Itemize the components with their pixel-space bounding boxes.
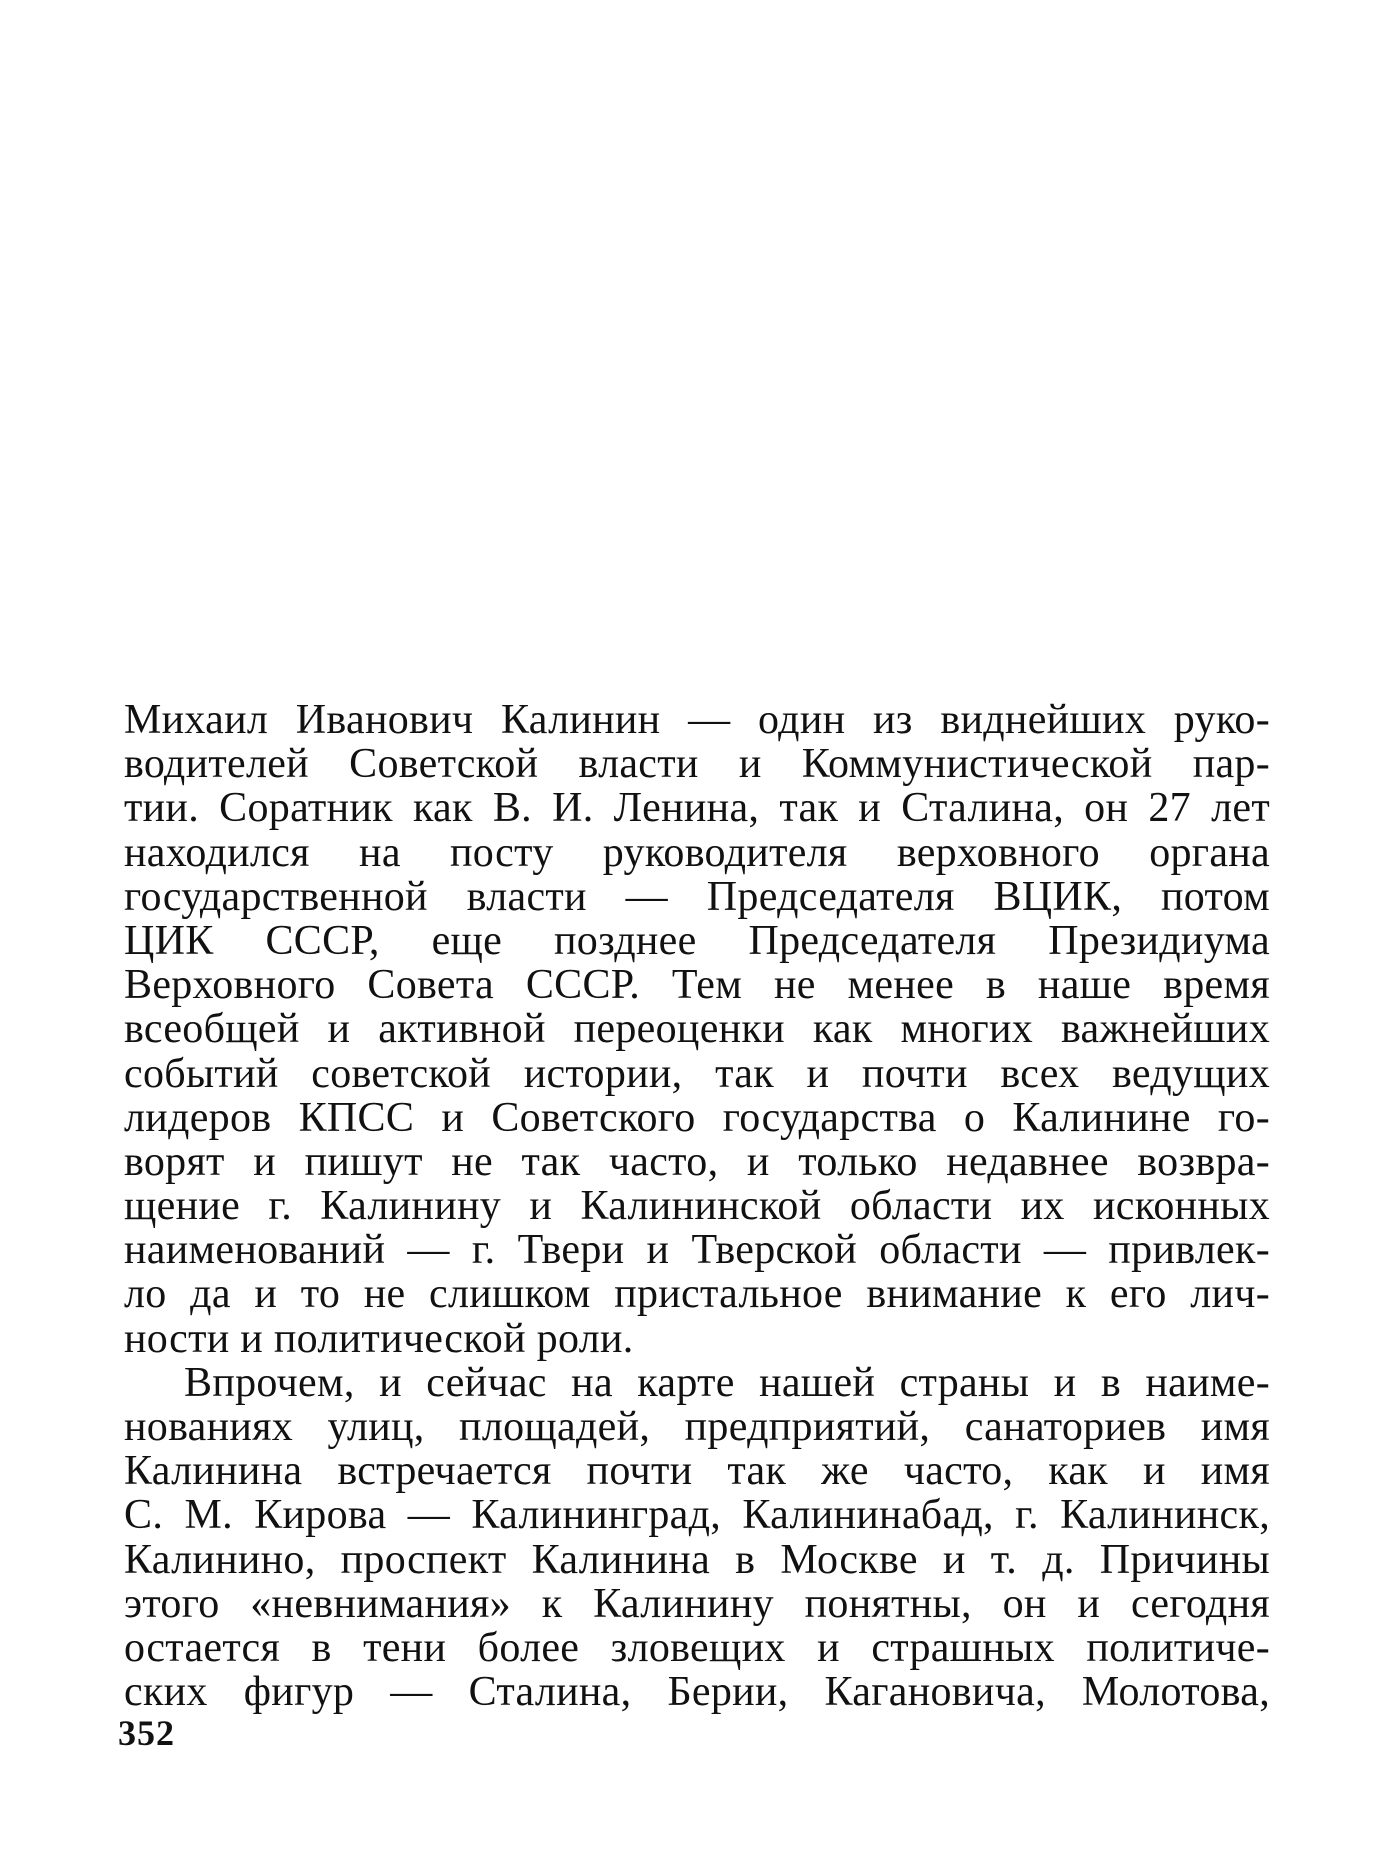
- text-line: лидеров КПСС и Советского государства о Калинине го-: [124, 1094, 1270, 1141]
- text-line: тии. Соратник как В. И. Ленина, так и Сталина, он 27 лет: [124, 785, 1270, 832]
- body-text: [124, 698, 1270, 1714]
- text-line: Впрочем, и сейчас на карте нашей страны и в наиме-: [184, 1359, 1270, 1406]
- text-line: Михаил Иванович Калинин — один из виднейших руко-: [124, 697, 1270, 743]
- text-line: водителей Советской власти и Коммунистической пар-: [124, 741, 1270, 788]
- text-line: ворят и пишут не так часто, и только недавнее возвра-: [124, 1138, 1270, 1185]
- text-line: ности и политической роли.: [124, 1315, 634, 1362]
- text-line: остается в тени более зловещих и страшных политиче-: [124, 1624, 1270, 1671]
- text-line: Калинина встречается почти так же часто, как и имя: [124, 1448, 1270, 1495]
- text-line: находился на посту руководителя верховного органа: [124, 829, 1270, 876]
- text-line: ских фигур — Сталина, Берии, Кагановича, Молотова,: [124, 1669, 1270, 1716]
- text-line: всеобщей и активной переоценки как многих важнейших: [124, 1006, 1270, 1053]
- text-line: Калинино, проспект Калинина в Москве и т. д. Причины: [124, 1536, 1270, 1583]
- text-line: Верховного Совета СССР. Тем не менее в наше время: [124, 962, 1270, 1009]
- text-line: событий советской истории, так и почти всех ведущих: [124, 1050, 1270, 1097]
- text-line: нованиях улиц, площадей, предприятий, санаториев имя: [124, 1404, 1270, 1450]
- text-line: наименований — г. Твери и Тверской области — привлек-: [124, 1227, 1270, 1274]
- text-line: ло да и то не слишком пристальное внимание к его лич-: [124, 1271, 1270, 1318]
- text-line: щение г. Калинину и Калининской области их исконных: [124, 1183, 1270, 1230]
- page-number: 352: [118, 1713, 175, 1753]
- text-line: этого «невнимания» к Калинину понятны, он и сегодня: [124, 1580, 1270, 1627]
- text-line: ЦИК СССР, еще позднее Председателя Президиума: [124, 917, 1270, 964]
- text-line: С. М. Кирова — Калининград, Калининабад, г. Калининск,: [124, 1492, 1270, 1539]
- text-line: государственной власти — Председателя ВЦИК, потом: [124, 873, 1270, 920]
